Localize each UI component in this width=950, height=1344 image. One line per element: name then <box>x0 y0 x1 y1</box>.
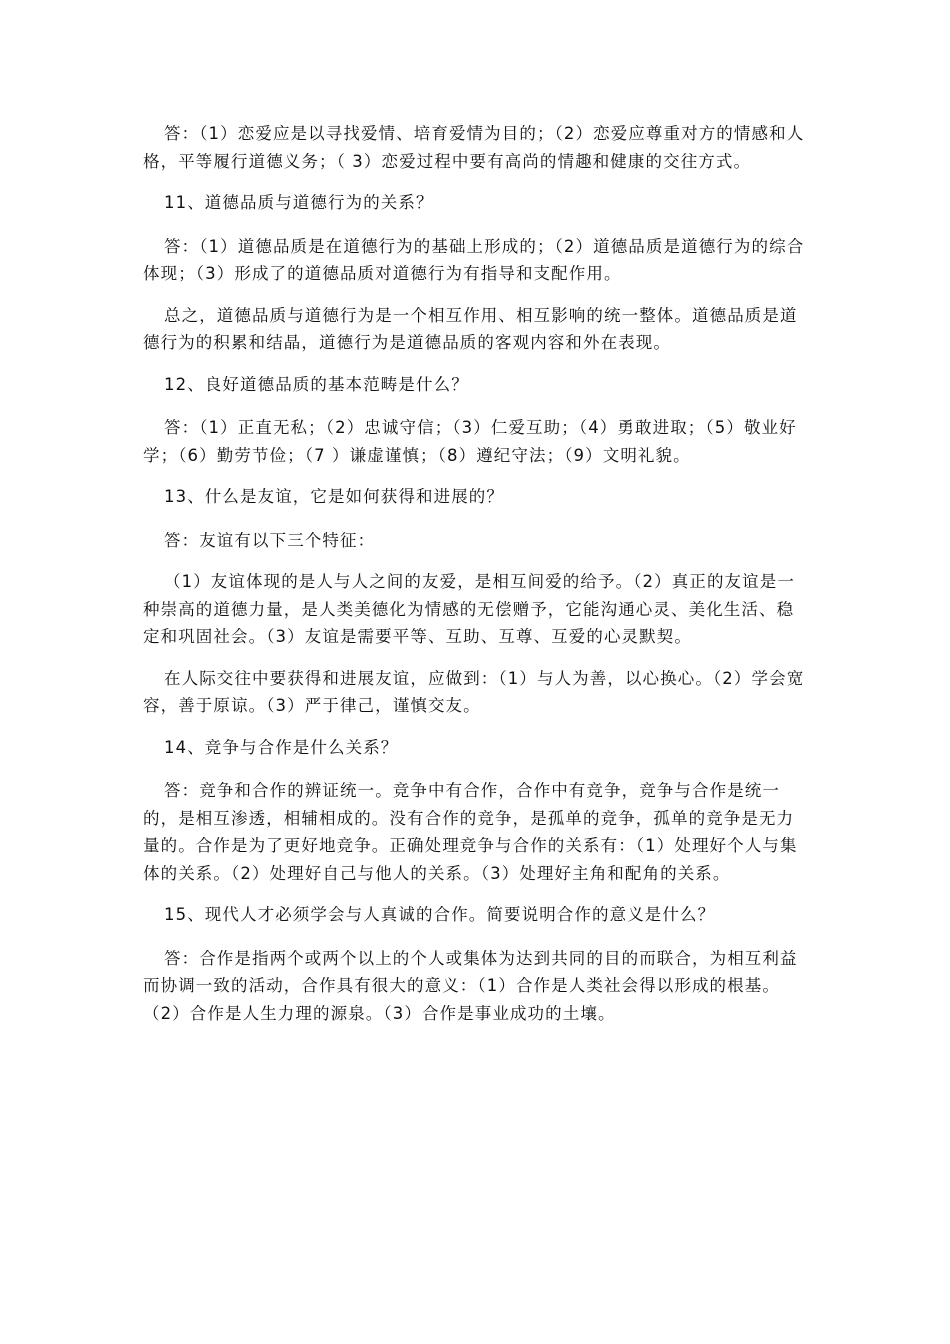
question-heading: 12、良好道德品质的基本范畴是什么？ <box>164 374 469 394</box>
answer-paragraph: 答：（1）恋爱应是以寻找爱情、培育爱情为目的；（2）恋爱应尊重对方的情感和人格，平等履行道德义务；（ 3）恋爱过程中要有高尚的情趣和健康的交往方式。 <box>143 124 805 171</box>
answer-paragraph: 答：（1）正直无私；（2）忠诚守信；（3）仁爱互助；（4）勇敢进取；（5）敬业好学；（6）勤劳节俭；（7 ）谦虚谨慎；（8）遵纪守法；（9）文明礼貌。 <box>143 418 797 465</box>
body-paragraph: 在人际交往中要获得和进展友谊，应做到：（1）与人为善，以心换心。（2）学会宽容，善于原谅。（3）严于律己，谨慎交友。 <box>143 668 805 715</box>
question-heading: 14、竞争与合作是什么关系？ <box>164 737 399 757</box>
answer-paragraph: 答：合作是指两个或两个以上的个人或集体为达到共同的目的而联合，为相互利益而协调一致的活动，合作具有很大的意义：（1）合作是人类社会得以形成的根基。（2）合作是人生力理的源泉。（3）合作是事业成功的土壤。 <box>143 948 798 1023</box>
question-heading: 11、道德品质与道德行为的关系？ <box>164 193 434 212</box>
answer-paragraph: 答：友谊有以下三个特征： <box>164 530 376 550</box>
body-paragraph: （1）友谊体现的是人与人之间的友爱，是相互间爱的给予。（2）真正的友谊是一种崇高的道德力量，是人类美德化为情感的无偿赠予，它能沟通心灵、美化生活、稳定和巩固社会。（3）友谊是需要平等、互助、互尊、互爱的心灵默契。 <box>143 572 795 646</box>
question-heading: 13、什么是友谊，它是如何获得和进展的？ <box>164 487 504 506</box>
document-page <box>143 120 805 1041</box>
answer-paragraph: 答：竞争和合作的辨证统一。竞争中有合作，合作中有竞争，竞争与合作是统一的，是相互渗透，相辅相成的。没有合作的竞争，是孤单的竞争，孤单的竞争是无力量的。合作是为了更好地竞争。正确处理竞争与合作的关系有：（1）处理好个人与集体的关系。（2）处理好自己与他人的关系。（3）处理好主角和配角的关系。 <box>143 781 798 883</box>
answer-paragraph: 答：（1）道德品质是在道德行为的基础上形成的；（2）道德品质是道德行为的综合体现；（3）形成了的道德品质对道德行为有指导和支配作用。 <box>143 236 805 283</box>
question-heading: 15、现代人才必须学会与人真诚的合作。简要说明合作的意义是什么？ <box>164 905 716 924</box>
summary-paragraph: 总之，道德品质与道德行为是一个相互作用、相互影响的统一整体。道德品质是道德行为的积累和结晶，道德行为是道德品质的客观内容和外在表现。 <box>143 305 798 352</box>
